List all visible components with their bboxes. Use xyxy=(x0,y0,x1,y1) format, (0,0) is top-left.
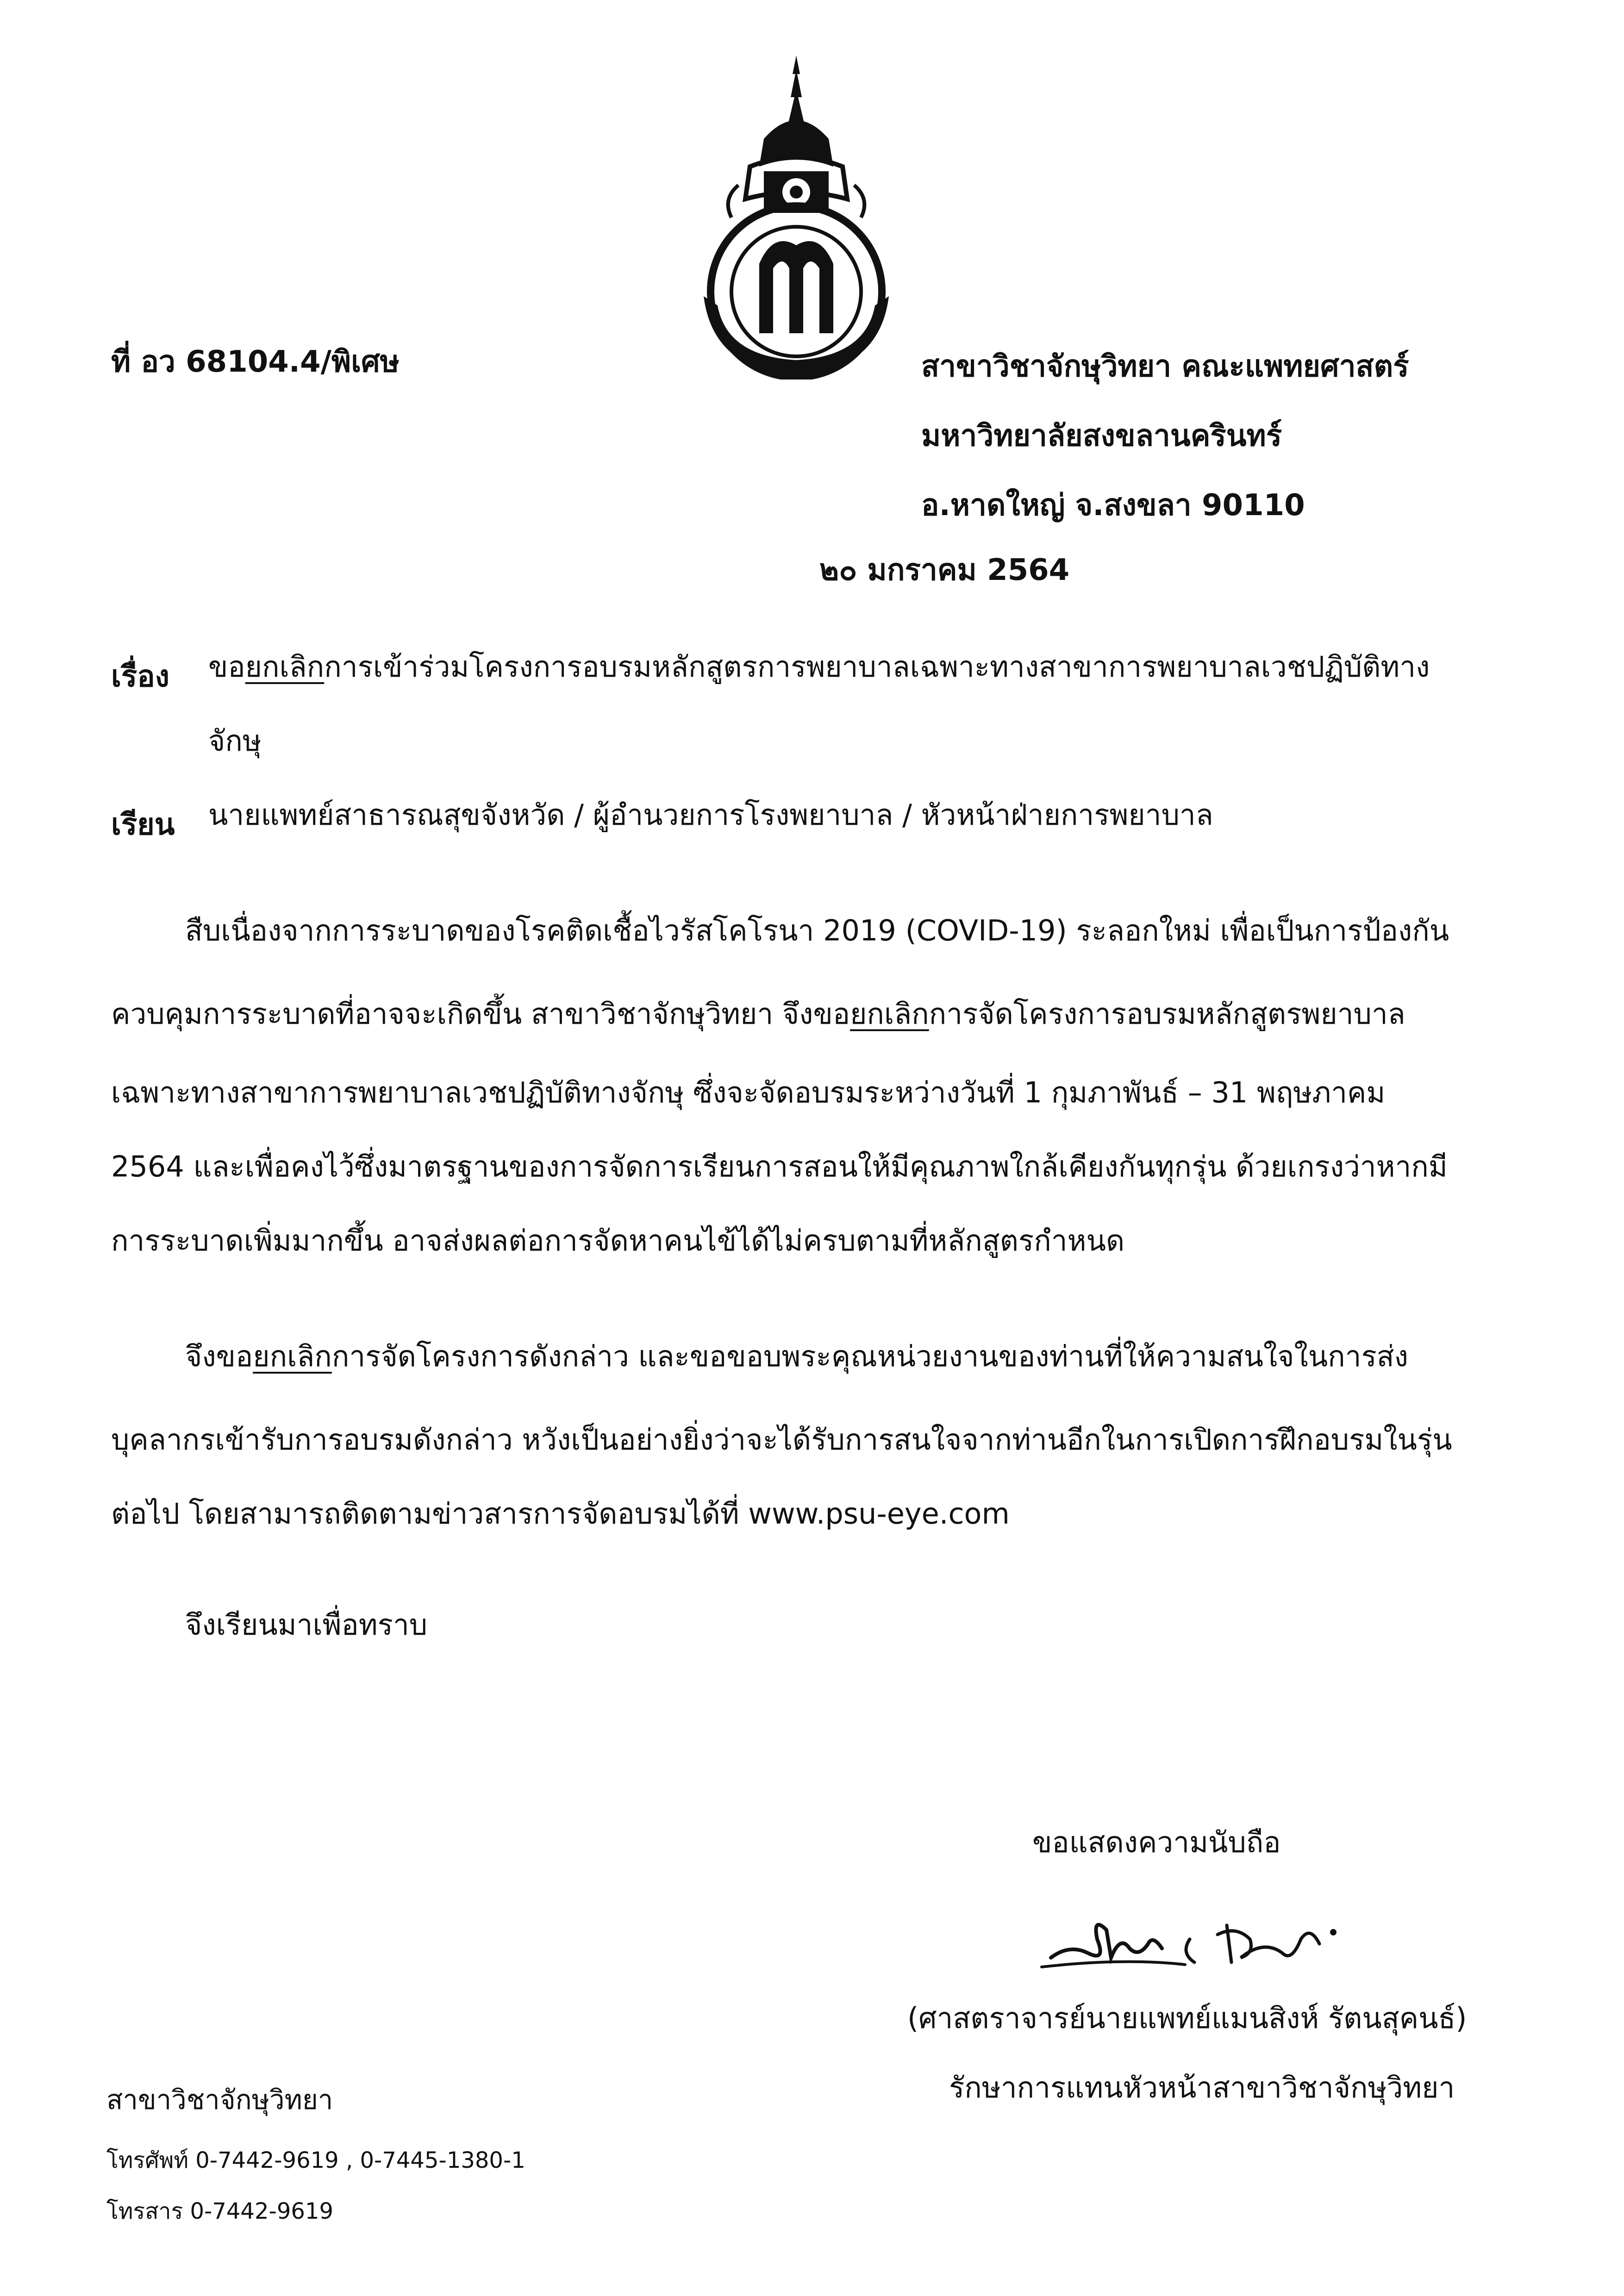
university-seal-emblem xyxy=(694,46,898,380)
paragraph-2-line-2: บุคลากรเข้ารับการอบรมดังกล่าว หวังเป็นอย่างยิ่งว่าจะได้รับการสนใจจากท่านอีกในการเปิดการฝึกอบรมในรุ่น xyxy=(111,1423,1452,1456)
paragraph-2-line-3: ต่อไป โดยสามารถติดตามข่าวสารการจัดอบรมได้ที่ www.psu-eye.com xyxy=(111,1497,1010,1531)
recipient-label: เรียน xyxy=(111,808,175,842)
paragraph-1-line-3: เฉพาะทางสาขาการพยาบาลเวชปฏิบัติทางจักษุ ซึ่งจะจัดอบรมระหว่างวันที่ 1 กุมภาพันธ์ – 31 พฤษภาคม xyxy=(111,1076,1386,1109)
subject-label: เรื่อง xyxy=(111,660,169,694)
closing-text: จึงเรียนมาเพื่อทราบ xyxy=(185,1608,428,1642)
handwritten-signature xyxy=(1032,1888,1356,1985)
subject-rest: การเข้าร่วมโครงการอบรมหลักสูตรการพยาบาลเฉพาะทางสาขาการพยาบาลเวชปฏิบัติทาง xyxy=(324,650,1430,684)
footer-phone: โทรศัพท์ 0-7442-9619 , 0-7445-1380-1 xyxy=(106,2147,525,2173)
footer-fax: โทรสาร 0-7442-9619 xyxy=(106,2198,333,2224)
paragraph-1-line-4: 2564 และเพื่อคงไว้ซึ่งมาตรฐานของการจัดการเรียนการสอนให้มีคุณภาพใกล้เคียงกันทุกรุ่น ด้วยเกรงว่าหากมี xyxy=(111,1150,1448,1183)
subject-pre: ขอ xyxy=(208,650,245,684)
paragraph-2-line-1 xyxy=(185,1339,1408,1373)
address-line-3: อ.หาดใหญ่ จ.สงขลา 90110 xyxy=(921,488,1305,523)
paragraph-2-line-1-post: การจัดโครงการดังกล่าว และขอขอบพระคุณหน่วยงานของท่านที่ให้ความสนใจในการส่ง xyxy=(331,1339,1408,1373)
subject-text-line-1 xyxy=(208,650,1430,684)
footer-department: สาขาวิชาจักษุวิทยา xyxy=(106,2084,333,2116)
paragraph-1-line-2-post: การจัดโครงการอบรมหลักสูตรพยาบาล xyxy=(929,997,1405,1031)
address-line-1: สาขาวิชาจักษุวิทยา คณะแพทยศาสตร์ xyxy=(921,349,1409,384)
paragraph-2-cancel-emphasis: ยกเลิก xyxy=(253,1339,332,1373)
paragraph-1-line-1: สืบเนื่องจากการระบาดของโรคติดเชื้อไวรัสโคโรนา 2019 (COVID-19) ระลอกใหม่ เพื่อเป็นการป้องกัน xyxy=(185,914,1449,947)
signatory-position: รักษาการแทนหัวหน้าสาขาวิชาจักษุวิทยา xyxy=(949,2071,1455,2104)
paragraph-1-cancel-emphasis: ยกเลิก xyxy=(850,997,929,1031)
subject-text-line-2: จักษุ xyxy=(208,724,262,758)
address-line-2: มหาวิทยาลัยสงขลานครินทร์ xyxy=(921,419,1282,453)
recipient-text: นายแพทย์สาธารณสุขจังหวัด / ผู้อำนวยการโรงพยาบาล / หัวหน้าฝ่ายการพยาบาล xyxy=(208,798,1213,832)
reference-number: ที่ อว 68104.4/พิเศษ xyxy=(111,345,400,379)
paragraph-1-line-2-pre: ควบคุมการระบาดที่อาจจะเกิดขึ้น สาขาวิชาจักษุวิทยา จึงขอ xyxy=(111,997,850,1031)
paragraph-1-line-2 xyxy=(111,997,1405,1031)
letter-date: ๒๐ มกราคม 2564 xyxy=(819,553,1070,587)
signature-salutation: ขอแสดงความนับถือ xyxy=(1032,1825,1281,1859)
paragraph-2-line-1-pre: จึงขอ xyxy=(185,1339,253,1373)
paragraph-1-line-5: การระบาดเพิ่มมากขึ้น อาจส่งผลต่อการจัดหาคนไข้ได้ไม่ครบตามที่หลักสูตรกำหนด xyxy=(111,1224,1125,1257)
subject-cancel-emphasis: ยกเลิก xyxy=(245,650,325,684)
signatory-name: (ศาสตราจารย์นายแพทย์แมนสิงห์ รัตนสุคนธ์) xyxy=(907,2001,1467,2035)
